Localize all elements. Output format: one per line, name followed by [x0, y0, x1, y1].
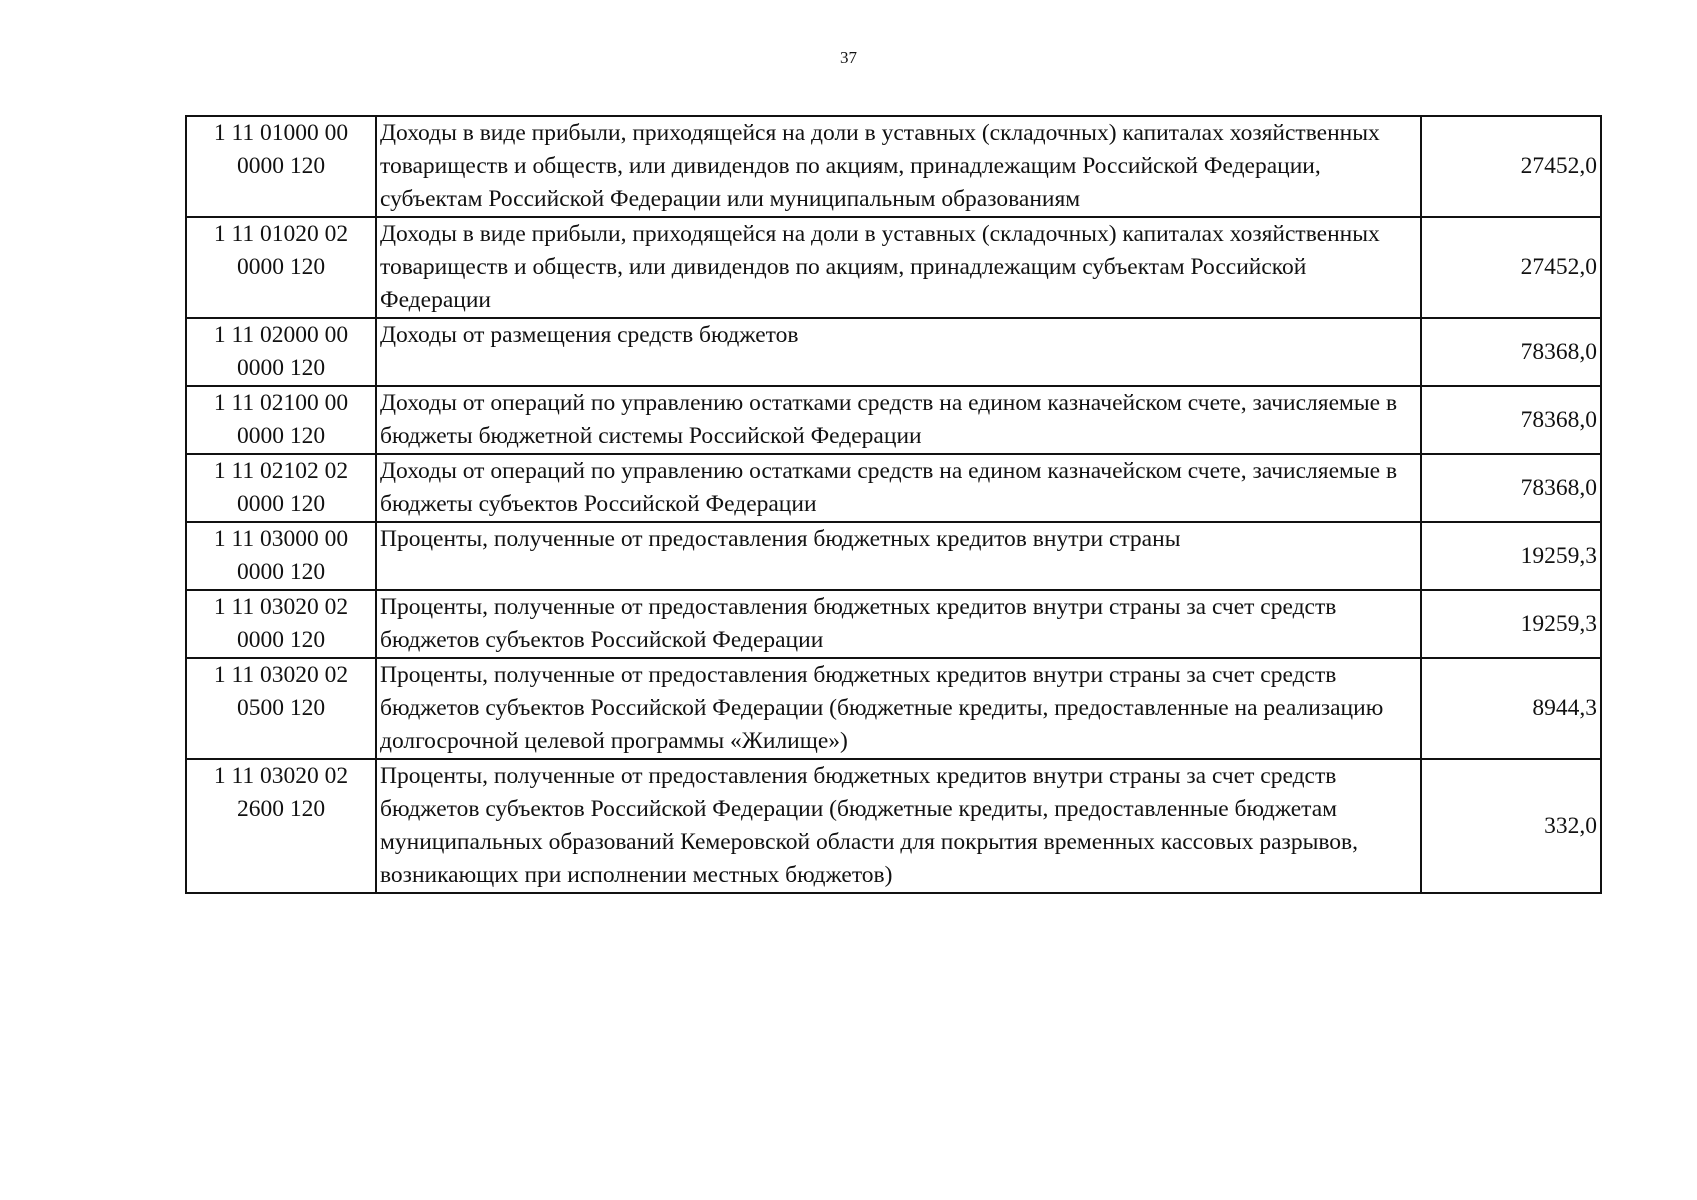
- budget-code-line: 0000 120: [236, 153, 326, 179]
- budget-code-line: 0000 120: [236, 423, 326, 449]
- budget-code-line: 0000 120: [236, 355, 326, 381]
- revenue-name-cell: Проценты, полученные от предоставления бюджетных кредитов внутри страны за счет средств бюджетов субъектов Российской Федерации: [376, 590, 1421, 658]
- budget-code-cell: [186, 116, 376, 217]
- revenue-name-cell: Доходы в виде прибыли, приходящейся на доли в уставных (складочных) капиталах хозяйственных товариществ и обществ, или дивидендов по акциям, принадлежащим субъектам Российской Федерации: [376, 217, 1421, 318]
- budget-code-line: 1 11 03020 02: [213, 763, 349, 789]
- table-row: [186, 116, 1601, 217]
- budget-code-line: 0000 120: [236, 491, 326, 517]
- table-row: [186, 217, 1601, 318]
- budget-code-line: 0000 120: [236, 627, 326, 653]
- budget-code-line: 1 11 02102 02: [213, 458, 349, 484]
- revenue-name-cell: Проценты, полученные от предоставления бюджетных кредитов внутри страны за счет средств бюджетов субъектов Российской Федерации (бюджетные кредиты, предоставленные бюджетам муниципальных образований Кемеровской области для покрытия временных кассовых разрывов, возникающих при исполнении местных бюджетов): [376, 759, 1421, 893]
- table-row: [186, 318, 1601, 386]
- budget-code-cell: [186, 217, 376, 318]
- amount-cell: 332,0: [1421, 759, 1601, 893]
- budget-code-line: 1 11 03000 00: [213, 526, 349, 552]
- table-row: [186, 454, 1601, 522]
- amount-cell: 8944,3: [1421, 658, 1601, 759]
- budget-code-line: 0500 120: [236, 695, 326, 721]
- revenue-name-cell: Доходы от операций по управлению остатками средств на едином казначейском счете, зачисляемые в бюджеты субъектов Российской Федерации: [376, 454, 1421, 522]
- budget-code-cell: [186, 318, 376, 386]
- revenue-name-cell: Доходы от операций по управлению остатками средств на едином казначейском счете, зачисляемые в бюджеты бюджетной системы Российской Федерации: [376, 386, 1421, 454]
- table-row: [186, 522, 1601, 590]
- budget-code-line: 1 11 03020 02: [213, 594, 349, 620]
- amount-cell: 27452,0: [1421, 116, 1601, 217]
- budget-code-line: 0000 120: [236, 254, 326, 280]
- amount-cell: 19259,3: [1421, 590, 1601, 658]
- budget-code-cell: [186, 386, 376, 454]
- budget-code-line: 1 11 02000 00: [213, 322, 349, 348]
- amount-cell: 78368,0: [1421, 454, 1601, 522]
- table-row: [186, 590, 1601, 658]
- budget-code-line: 1 11 02100 00: [213, 390, 349, 416]
- revenue-table: [185, 115, 1602, 894]
- budget-code-line: 1 11 01020 02: [213, 221, 349, 247]
- table-row: [186, 658, 1601, 759]
- budget-code-cell: [186, 522, 376, 590]
- budget-code-line: 1 11 03020 02: [213, 662, 349, 688]
- revenue-name-cell: Доходы от размещения средств бюджетов: [376, 318, 1421, 386]
- revenue-name-cell: Проценты, полученные от предоставления бюджетных кредитов внутри страны за счет средств бюджетов субъектов Российской Федерации (бюджетные кредиты, предоставленные на реализацию долгосрочной целевой программы «Жилище»): [376, 658, 1421, 759]
- budget-code-line: 1 11 01000 00: [213, 120, 349, 146]
- revenue-name-cell: Доходы в виде прибыли, приходящейся на доли в уставных (складочных) капиталах хозяйственных товариществ и обществ, или дивидендов по акциям, принадлежащим Российской Федерации, субъектам Российской Федерации или муниципальным образованиям: [376, 116, 1421, 217]
- page-number: 37: [840, 48, 857, 67]
- budget-code-cell: [186, 454, 376, 522]
- budget-code-line: 2600 120: [236, 796, 326, 822]
- revenue-name-cell: Проценты, полученные от предоставления бюджетных кредитов внутри страны: [376, 522, 1421, 590]
- amount-cell: 78368,0: [1421, 318, 1601, 386]
- amount-cell: 19259,3: [1421, 522, 1601, 590]
- budget-code-line: 0000 120: [236, 559, 326, 585]
- table-row: [186, 386, 1601, 454]
- amount-cell: 27452,0: [1421, 217, 1601, 318]
- table-row: [186, 759, 1601, 893]
- budget-code-cell: [186, 658, 376, 759]
- budget-code-cell: [186, 590, 376, 658]
- budget-code-cell: [186, 759, 376, 893]
- amount-cell: 78368,0: [1421, 386, 1601, 454]
